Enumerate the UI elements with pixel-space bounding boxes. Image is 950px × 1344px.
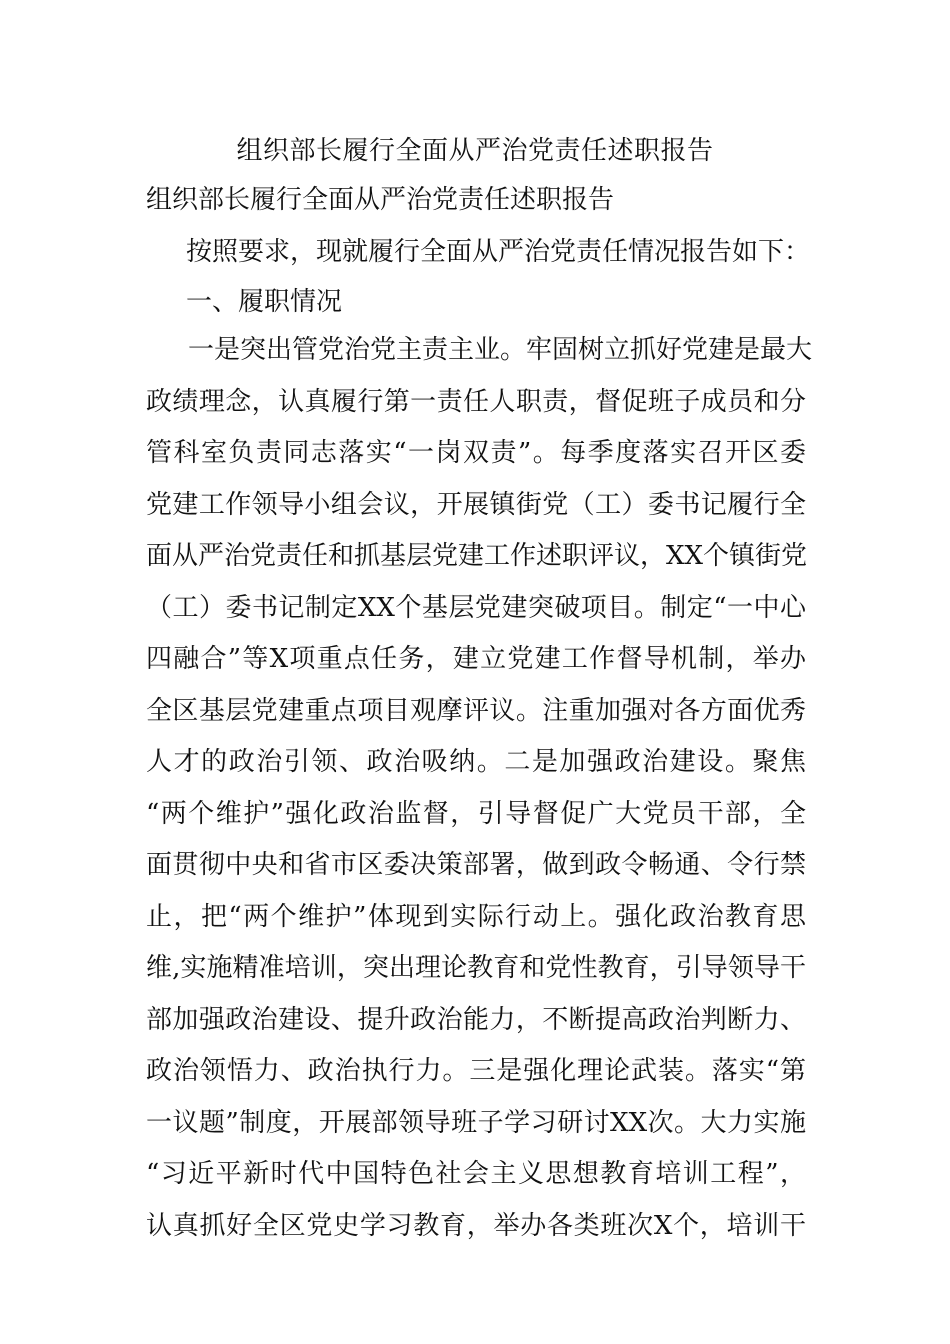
body-line: “两个维护”强化政治监督，引导督促广大党员干部，全 <box>146 798 806 829</box>
body-line: 部加强政治建设、提升政治能力，不断提高政治判断力、 <box>146 1004 806 1035</box>
document-subtitle: 组织部长履行全面从严治党责任述职报告 <box>146 185 615 215</box>
body-line: 四融合”等X项重点任务，建立党建工作督导机制，举办 <box>146 644 806 674</box>
body-line: 政绩理念，认真履行第一责任人职责，督促班子成员和分 <box>146 386 806 417</box>
body-line: 政治领悟力、政治执行力。三是强化理论武装。落实“第 <box>146 1056 806 1086</box>
section-heading: 一、履职情况 <box>186 287 343 317</box>
body-line: 一议题”制度，开展部领导班子学习研讨XX次。大力实施 <box>146 1107 806 1138</box>
document-title: 组织部长履行全面从严治党责任述职报告 <box>236 136 714 166</box>
body-line: 面从严治党责任和抓基层党建工作述职评议，XX个镇街党 <box>146 541 808 571</box>
body-line: “习近平新时代中国特色社会主义思想教育培训工程”， <box>146 1159 806 1189</box>
body-line: 一是突出管党治党主责主业。牢固树立抓好党建是最大 <box>188 335 813 365</box>
body-line: 止，把“两个维护”体现到实际行动上。强化政治教育思 <box>146 901 806 932</box>
body-line: 维,实施精准培训，突出理论教育和党性教育，引导领导干 <box>146 953 806 983</box>
body-paragraph <box>146 330 813 1257</box>
body-line: （工）委书记制定XX个基层党建突破项目。制定“一中心 <box>146 592 806 623</box>
intro-paragraph: 按照要求，现就履行全面从严治党责任情况报告如下： <box>186 237 811 267</box>
body-line: 人才的政治引领、政治吸纳。二是加强政治建设。聚焦 <box>146 747 806 777</box>
body-line: 党建工作领导小组会议，开展镇街党（工）委书记履行全 <box>146 489 806 520</box>
body-line: 认真抓好全区党史学习教育，举办各类班次X个，培训干 <box>146 1210 806 1241</box>
body-line: 管科室负责同志落实“一岗双责”。每季度落实召开区委 <box>146 438 806 468</box>
body-line: 面贯彻中央和省市区委决策部署，做到政令畅通、令行禁 <box>146 850 806 880</box>
body-line: 全区基层党建重点项目观摩评议。注重加强对各方面优秀 <box>146 695 806 726</box>
